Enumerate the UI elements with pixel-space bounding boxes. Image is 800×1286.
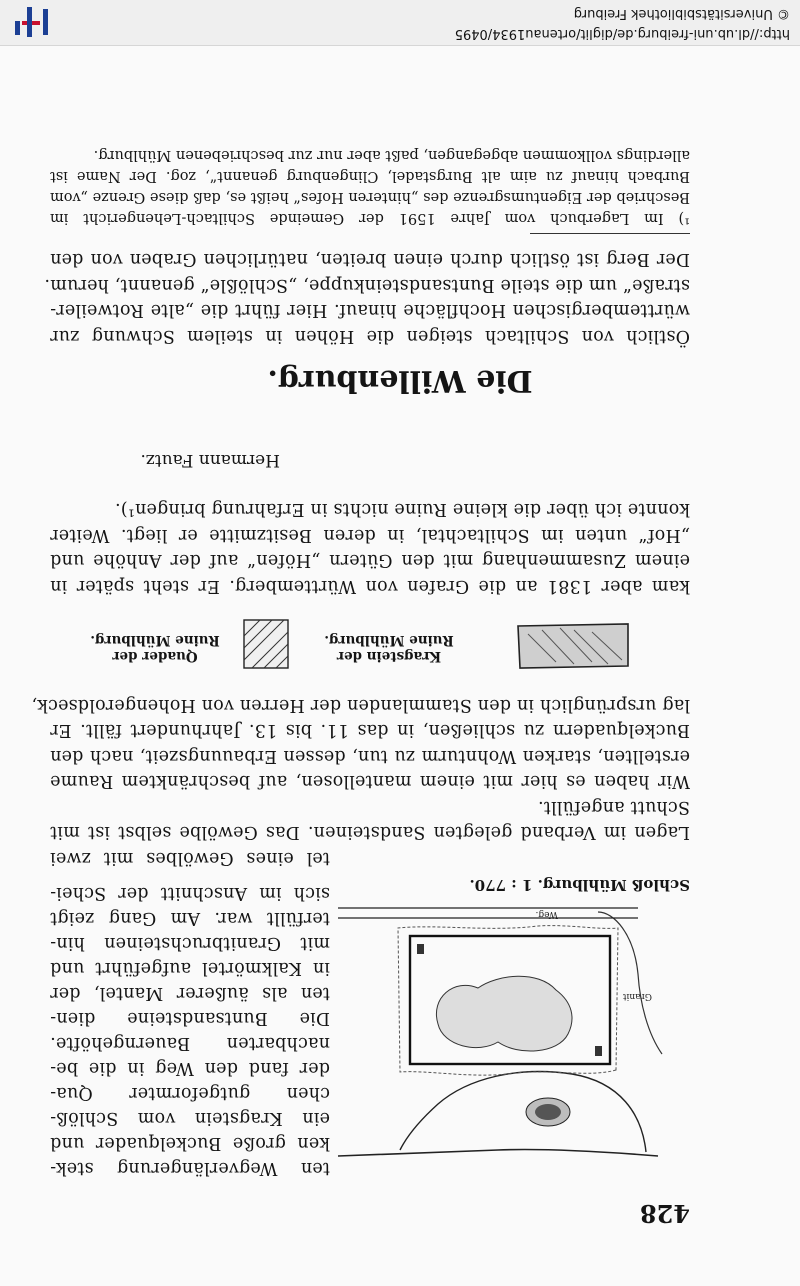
footnote-line: allerdings vollkommen abgegangen, paßt aber nur zur beschriebenen Mühlburg. [93,147,690,163]
text-line: erstellten, starken Wohnturm zu tun, dessen Erbauungszeit, nach den [50,746,690,766]
scanned-page [0,46,800,1286]
text-line: einem Zusammenhang mit den Gütern „Höfen“ auf der Anhöhe und [50,550,690,571]
text-line: ein Kragstein vom Schlöß- [50,1108,330,1128]
legend-quader-line2: Ruine Mühlburg. [90,632,220,648]
text-line: Buckelquadern zu schließen, in das 11. bis 13. Jahrhundert fällt. Er [50,720,690,741]
footnote-rule [530,233,690,234]
text-line: Die Buntsandsteine dien- [50,1008,330,1028]
text-line: kam aber 1381 an die Grafen von Württemberg. Er steht später in [50,576,690,596]
granite-label: Granit [622,991,652,1001]
quader-illustration [240,616,292,672]
footnote-line: Beschrieb der Eigentumsgrenze des „hinteren Hofes“ heißt es, daß diese Grenze „vom [50,189,690,205]
text-line: Östlich von Schiltach steigen die Höhen in steilem Schwung zur [50,326,690,346]
road-label: Weg. [535,909,558,919]
text-line: Schutt angefüllt. [537,797,690,817]
footnote-line: Burbach hinauf zu aim alt Burgstadel, Clingenburg genannt“, zog. Der Name ist [50,168,690,184]
page-number: 428 [639,1199,690,1228]
author-signature: Hermann Fautz. [140,450,280,470]
text-line: mit Granitbruchsteinen hin- [50,933,330,953]
footnote-line: ¹) Im Lagerbuch vom Jahre 1591 der Gemeinde Schiltach-Lehengericht im [50,210,690,226]
text-line: ten als äußerer Mantel, der [50,983,330,1003]
text-line: tel eines Gewölbes mit zwei [50,848,330,868]
text-line: Der Berg ist östlich durch einen breiten, natürlichen Graben von den [50,249,690,270]
text-line: konnte ich über die kleine Ruine nichts in Erfahrung bringen¹). [114,499,690,520]
kragstein-illustration [512,618,632,674]
text-line: ken große Buckelquader und [50,1133,330,1153]
legend-kragstein-line1: Kragstein der [336,648,442,664]
text-line: nachbarten Bauerngehöfte. [50,1033,330,1053]
text-line: chen gutgeformter Qua- [50,1083,330,1103]
library-footer [0,0,800,46]
legend-quader-line1: Quader der [112,648,198,664]
copyright-notice: © Universitätsbibliothek Freiburg [573,6,790,21]
text-line: ten Wegverlängerung stek- [50,1158,330,1178]
text-line: württembergischen Hochfläche hinauf. Hier führt die „alte Rotweiler- [50,300,690,321]
text-line: Lagen im Verband gelegten Sandsteinen. Das Gewölbe selbst ist mit [50,822,690,843]
legend-kragstein [314,632,464,664]
text-line: straße“ um die steile Buntsandsteinkuppe, „Schlößle“ genannt, herum. [44,275,690,295]
text-line: der fand den Weg in die be- [50,1058,330,1078]
text-line: sich im Anschnitt der Schei- [50,883,330,903]
text-line: terfüllt war. Am Gang zeigt [50,908,330,928]
legend-kragstein-line2: Ruine Mühlburg. [324,632,454,648]
legend-quader [80,632,230,664]
source-url-link[interactable]: http://dl.ub.uni-freiburg.de/diglit/ortenau1934/0495 [454,26,790,41]
text-line: in Kalkmörtel aufgeführt und [50,958,330,978]
figure-caption: Schloß Mühlburg. 1 : 770. [469,876,690,894]
text-line: Wir haben es hier mit einem mantellosen, auf beschränktem Raume [50,771,690,792]
section-heading: Die Willenburg. [267,363,533,398]
text-line: „Hof“ unten im Schiltachtal, in deren Besitzmitte er liegt. Weiter [50,525,690,545]
ub-freiburg-logo-icon [10,5,50,39]
text-line: lag ursprünglich in den Stammlanden der Herren von Hohengeroldseck, [31,695,690,715]
castle-plan-drawing [332,904,668,1174]
